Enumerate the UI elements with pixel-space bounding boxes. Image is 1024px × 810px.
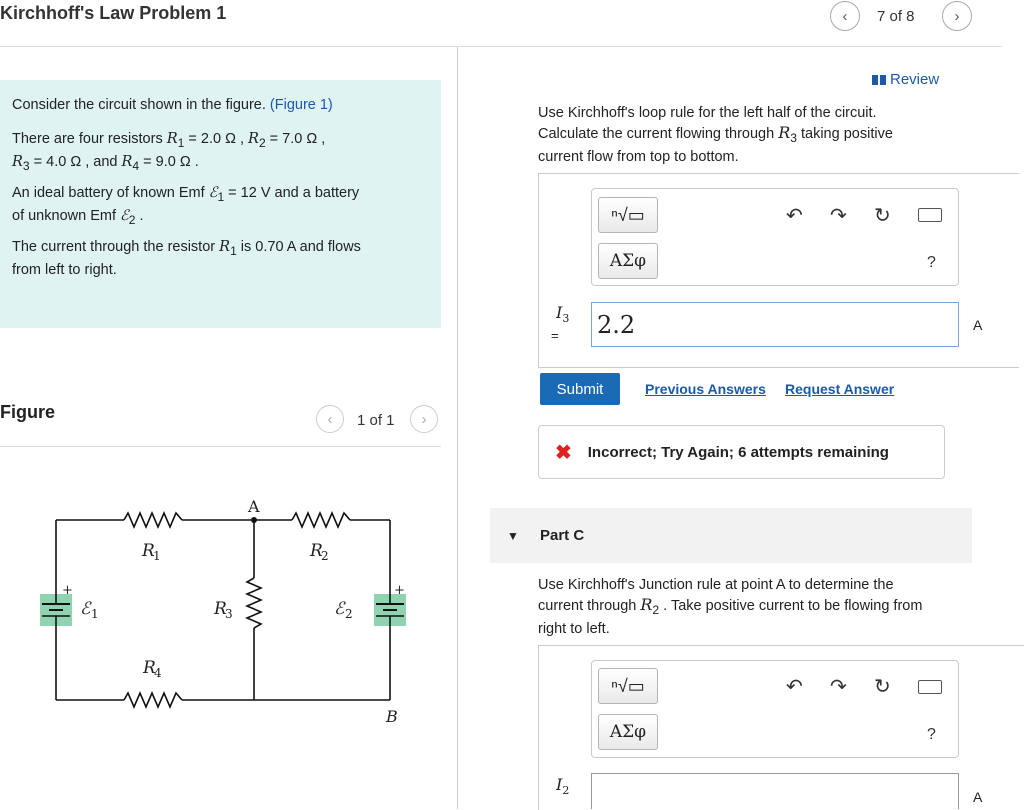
figure-next-button[interactable] [410,405,438,433]
partC-label: Part C [540,527,585,544]
redo-icon[interactable]: ↷ [830,676,847,698]
problem-text: The current through the resistor [12,239,220,255]
prev-question-button[interactable] [830,1,860,31]
question-text: Use Kirchhoff's Junction rule at point A to determine the [538,577,894,593]
math-subscript: 3 [22,158,30,173]
question-pager-label: 7 of 8 [877,8,915,25]
header-divider [0,46,1002,47]
partC-question [538,576,978,639]
label-R3-sub: 3 [225,607,233,621]
error-x-icon: ✖ [555,441,572,464]
question-text: current flow from top to bottom. [538,148,739,165]
submit-button[interactable]: Submit [540,373,620,405]
figure-heading: Figure [0,402,56,422]
math-subscript: 4 [132,158,140,173]
problem-paragraph-1 [12,96,333,115]
symbols-icon: ΑΣφ [609,251,647,271]
label-R2: R [310,541,323,561]
redo-icon[interactable]: ↷ [830,205,847,227]
figure-pager-label: 1 of 1 [357,412,395,429]
feedback-text: Incorrect; Try Again; 6 attempts remaining [587,443,889,461]
circuit-diagram [0,480,445,730]
feedback-message [538,425,945,479]
junction-A-dot [251,517,257,523]
symbols-icon: ΑΣφ [609,722,647,742]
label-R1-sub: 1 [153,549,161,563]
math-symbol: R [166,131,178,147]
symbols-button[interactable] [598,243,658,279]
question-text: right to left. [538,620,610,637]
templates-button[interactable] [598,668,658,704]
help-icon[interactable]: ? [927,726,936,743]
partC-header[interactable] [490,508,972,563]
math-subscript: 1 [217,189,225,204]
math-value: . [135,207,144,224]
label-R3: R [214,599,227,619]
math-symbol: R [778,123,791,142]
math-subscript: 2 [128,212,136,227]
problem-paragraph-3 [12,184,432,230]
label-E1-sub: 1 [91,607,99,621]
label-R4-sub: 4 [154,666,162,680]
request-answer-link[interactable]: Request Answer [785,381,895,397]
symbols-button[interactable] [598,714,658,750]
math-symbol: R [121,153,133,170]
review-label: Review [890,71,940,88]
figure-prev-button[interactable] [316,405,344,433]
problem-paragraph-2 [12,130,432,176]
label-B: B [386,707,398,726]
keyboard-icon[interactable] [918,680,942,694]
math-subscript: 3 [790,130,797,145]
question-text: . Take positive current to be flowing from [659,598,923,614]
unit-label: A [973,317,983,333]
partB-answer-input[interactable]: 2.2 [591,302,959,347]
label-E2: ℰ [334,599,345,619]
problem-text: An ideal battery of known Emf [12,185,209,201]
math-value: = 7.0 Ω , [265,131,326,147]
answer-variable [556,303,569,325]
problem-paragraph-4 [12,238,432,280]
templates-button[interactable] [598,197,658,233]
math-symbol: R [248,131,259,147]
math-symbol: R [12,153,23,170]
keyboard-icon[interactable] [918,208,942,222]
question-text: current through [538,598,641,614]
answer-variable [556,775,569,797]
page-title: Kirchhoff's Law Problem 1 [0,3,227,23]
partB-question [538,104,948,167]
panel-divider [457,47,458,809]
templates-icon: ⁿ√▭ [611,675,645,696]
label-E2-sub: 2 [345,607,353,621]
problem-text: of unknown Emf [12,207,120,224]
label-R1: R [142,541,155,561]
question-text: Use Kirchhoff's loop rule for the left half of the circuit. [538,105,877,121]
partC-answer-input[interactable] [591,773,959,809]
label-E1: ℰ [80,599,91,619]
math-symbol: R [640,595,653,614]
figure-link[interactable]: (Figure 1) [269,97,333,113]
undo-icon[interactable]: ↶ [786,676,803,698]
math-symbol: ℰ [120,207,129,224]
chevron-right-icon: › [954,7,960,25]
problem-text: from left to right. [12,261,117,278]
problem-text: Consider the circuit shown in the figure. [12,97,270,113]
math-subscript: 2 [258,135,266,150]
reset-icon[interactable]: ↻ [874,205,891,227]
caret-down-icon: ▼ [507,529,519,543]
chevron-left-icon: ‹ [842,7,848,25]
next-question-button[interactable] [942,1,972,31]
figure-divider [0,446,441,447]
math-subscript: 3 [562,312,570,326]
math-value: is 0.70 A and flows [236,239,361,255]
math-symbol: ℰ [208,185,218,201]
math-subscript: 2 [562,784,570,798]
math-symbol: I [556,303,563,322]
math-subscript: 1 [230,243,237,258]
equals-sign: = [551,328,559,343]
question-text: Calculate the current flowing through [538,126,779,142]
battery1-plus-label: + [62,583,73,598]
chevron-right-icon: › [421,410,427,428]
label-R2-sub: 2 [321,549,329,563]
question-text: taking positive [796,126,893,142]
help-icon[interactable]: ? [927,254,936,271]
math-symbol: R [219,239,231,255]
math-subscript: 1 [177,135,185,150]
label-R4: R [143,658,156,678]
battery2-plus-label: + [394,583,405,598]
templates-icon: ⁿ√▭ [611,204,645,225]
math-value: = 2.0 Ω , [184,131,249,147]
label-A: A [248,497,260,516]
previous-answers-link[interactable]: Previous Answers [645,381,766,397]
problem-text: There are four resistors [12,131,167,147]
chevron-left-icon: ‹ [327,410,333,428]
review-bars-icon [872,75,886,85]
math-value: = 9.0 Ω . [139,153,199,170]
math-value: = 12 V and a battery [224,185,360,201]
math-symbol: I [556,775,563,794]
undo-icon[interactable]: ↶ [786,205,803,227]
problem-statement [0,80,441,328]
unit-label: A [973,789,983,805]
math-value: = 4.0 Ω , and [29,153,122,170]
reset-icon[interactable]: ↻ [874,676,891,698]
math-subscript: 2 [652,602,660,617]
review-link[interactable] [872,71,939,88]
